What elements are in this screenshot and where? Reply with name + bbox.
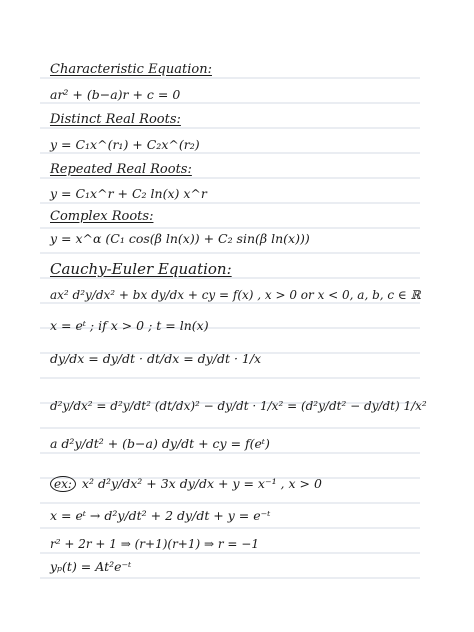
transformed-equation: a d²y/dt² + (b−a) dy/dt + cy = f(eᵗ) <box>50 436 270 451</box>
example-label: ex: <box>50 476 76 492</box>
second-derivative-line: d²y/dx² = d²y/dt² (dt/dx)² − dy/dt · 1/x² = (d²y/dt² − dy/dt) 1/x² <box>50 399 427 413</box>
substitution-line: x = eᵗ ; if x > 0 ; t = ln(x) <box>50 318 209 333</box>
example-line <box>50 476 322 492</box>
first-derivative-line: dy/dx = dy/dt · dt/dx = dy/dt · 1/x <box>50 351 262 366</box>
characteristic-heading: Characteristic Equation: <box>50 62 212 77</box>
complex-roots-solution: y = x^α (C₁ cos(β ln(x)) + C₂ sin(β ln(x))) <box>50 231 310 246</box>
repeated-roots-solution: y = C₁x^r + C₂ ln(x) x^r <box>50 186 207 201</box>
example-substitution: x = eᵗ → d²y/dt² + 2 dy/dt + y = e⁻ᵗ <box>50 508 271 523</box>
cauchy-euler-equation: ax² d²y/dx² + bx dy/dx + cy = f(x) , x > 0 or x < 0, a, b, c ∈ ℝ <box>50 288 421 302</box>
complex-roots-heading: Complex Roots: <box>50 209 154 224</box>
example-characteristic: r² + 2r + 1 ⇒ (r+1)(r+1) ⇒ r = −1 <box>50 537 259 551</box>
cauchy-euler-heading: Cauchy-Euler Equation: <box>50 260 232 278</box>
example-equation: x² d²y/dx² + 3x dy/dx + y = x⁻¹ , x > 0 <box>81 476 322 491</box>
example-particular-solution: yₚ(t) = At²e⁻ᵗ <box>50 559 132 574</box>
distinct-roots-heading: Distinct Real Roots: <box>50 112 181 127</box>
distinct-roots-solution: y = C₁x^(r₁) + C₂x^(r₂) <box>50 137 200 152</box>
characteristic-equation: ar² + (b−a)r + c = 0 <box>50 87 181 102</box>
repeated-roots-heading: Repeated Real Roots: <box>50 162 192 177</box>
